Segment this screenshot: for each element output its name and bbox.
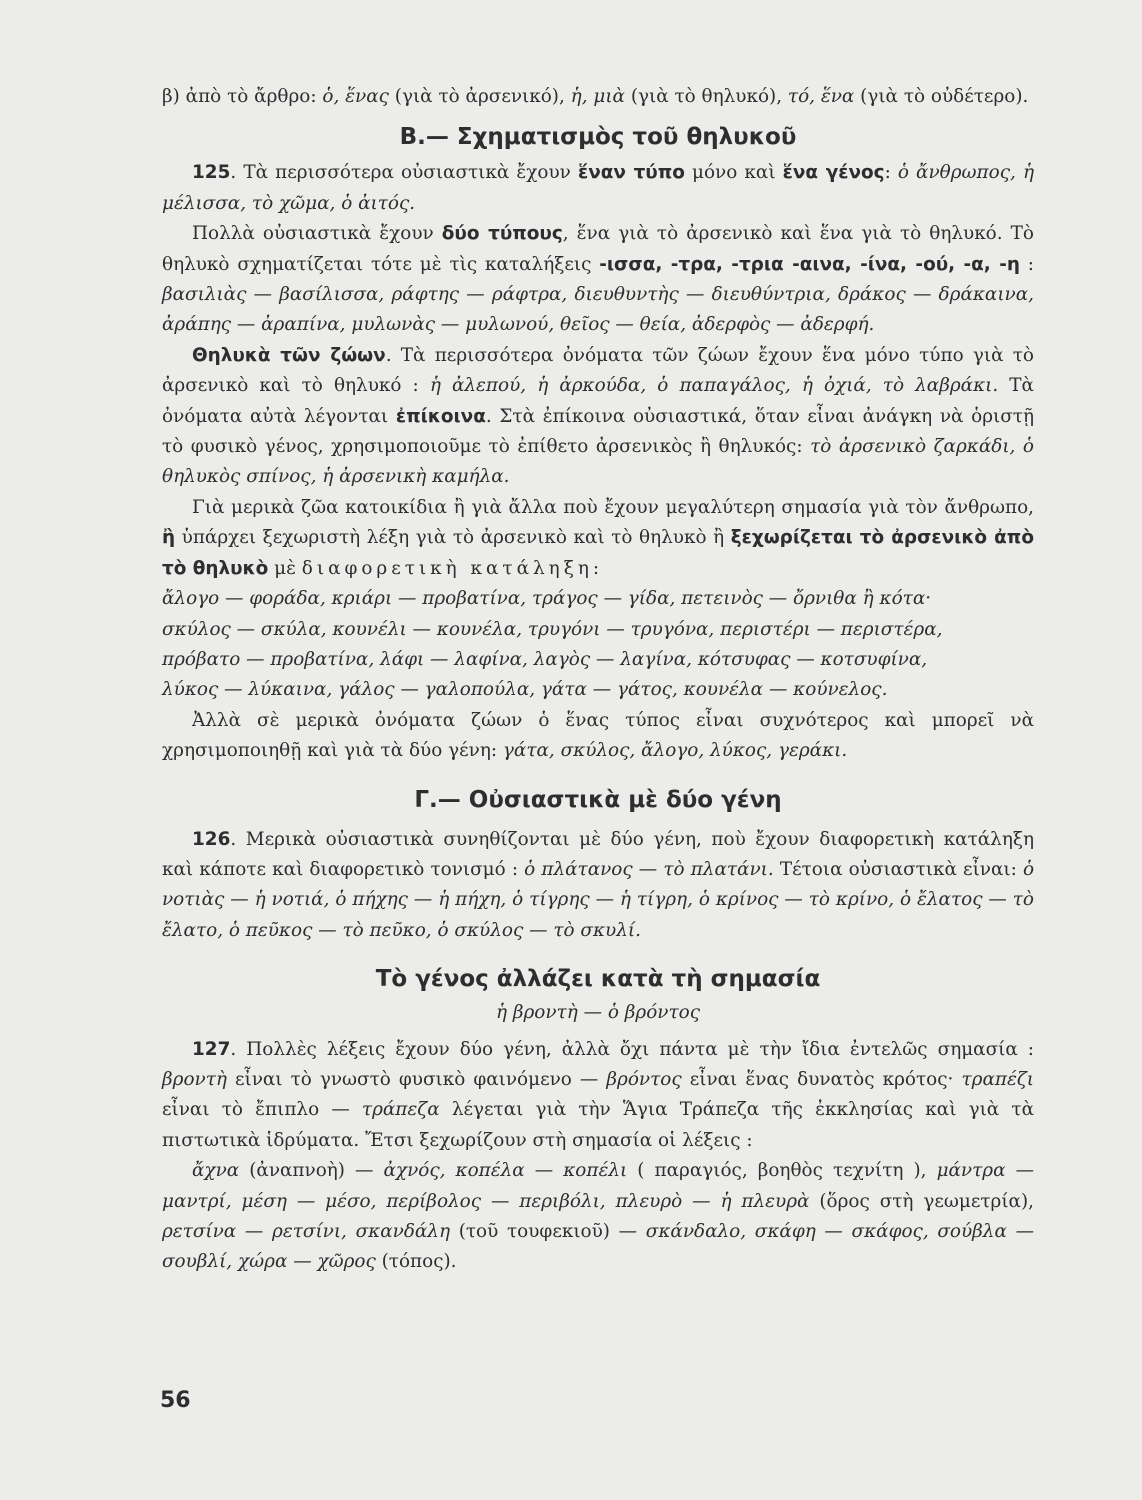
text: : [592,557,600,579]
paragraph-number: 126 [192,828,231,850]
text: , ἕνα γιὰ τὸ ἀρσενικὸ καὶ ἕνα γιὰ τὸ θηλυκό. Τὸ θηλυκὸ σχηματίζεται τότε μὲ τὶς καταλήξεις [162,223,1035,275]
example: ἀχνός, κοπέλα — κοπέλι [383,1160,628,1182]
paragraph-word-pairs [162,1156,1034,1278]
text: Ἀλλὰ σὲ μερικὰ ὀνόματα ζώων ὁ ἕνας τύπος εἶναι συχνότερος καὶ μπορεῖ νὰ χρησιμοποιηθῇ καὶ γιὰ τὰ δύο γένη: [162,709,1034,762]
text: (τοῦ τουφεκιοῦ) — [449,1221,646,1242]
example: ρετσίνα — ρετσίνι, σκανδάλη [162,1221,450,1242]
example: σκάνδαλο, σκάφη — σκάφος, σούβλα — σουβλί, χώρα — χῶρος [162,1221,1034,1273]
paragraph-125 [162,158,1034,219]
bold-endings: -ισσα, -τρα, -τρια -αινα, -ίνα, -ού, -α, -η [599,253,1020,275]
text: εἶναι τὸ ἔπιπλο — [162,1099,362,1121]
article-line [162,82,1034,112]
text: . Τὰ περισσότερα οὐσιαστικὰ ἔχουν [230,162,578,184]
text: (γιὰ τὸ οὐδέτερο). [854,86,1029,107]
animal-line: πρόβατο — προβατίνα, λάφι — λαφίνα, λαγὸς — λαγίνα, κότσυφας — κοτσυφίνα, [162,648,928,670]
example: βασιλιὰς — βασίλισσα, ράφτης — ράφτρα, διευθυντὴς — διευθύντρια, δράκος — δράκαινα, ἀράπης — ἀραπίνα, μυλωνὰς — μυλωνού, θεῖος — θεία, ἀδερφὸς — ἀδερφή. [162,284,1034,336]
bold-term: ἢ [162,527,176,549]
text: (ὅρος στὴ γεωμετρία), [809,1190,1034,1212]
text: (τόπος). [375,1251,457,1273]
example: τὸ ἀρσενικὸ ζαρκάδι, ὁ θηλυκὸς σπίνος, ἡ ἀρσενικὴ καμήλα. [162,436,1034,488]
text: εἶναι τὸ γνωστὸ φυσικὸ φαινόμενο — [226,1068,607,1090]
bold-term: ἕνα γένος [782,162,885,184]
text: β) ἀπὸ τὸ ἄρθρο: [162,86,323,107]
paragraph-common-gender [162,706,1034,767]
text: Γιὰ μερικὰ ζῶα κατοικίδια ἢ γιὰ ἄλλα ποὺ ἔχουν μεγαλύτερη σημασία γιὰ τὸν ἄνθρωπο, [192,496,1034,518]
paragraph-126 [162,825,1034,947]
text-column [162,82,1034,1278]
spaced-term: διαφορετικὴ κατάληξη [301,557,593,579]
bold-term: ἕναν τύπο [577,162,685,184]
text: μόνο καὶ [684,162,783,184]
text: . Μερικὰ οὐσιαστικὰ συνηθίζονται μὲ δύο γένη, ποὺ ἔχουν διαφορετικὴ κατάληξη καὶ κάποτε καὶ διαφορετικὸ τονισμό : [162,828,1034,880]
paragraph-127 [162,1035,1034,1157]
example: ὁ, ἕνας [322,86,389,107]
example: ὁ νοτιὰς — ἡ νοτιά, ὁ πήχης — ἡ πήχη, ὁ τίγρης — ἡ τίγρη, ὁ κρίνος — τὸ κρίνο, ὁ ἔλατος — τὸ ἔλατο, ὁ πεῦκος — τὸ πεῦκο, ὁ σκύλος — τὸ σκυλί. [162,858,1035,941]
text: : [1019,253,1034,275]
example: ὁ πλάτανος — τὸ πλατάνι. [524,858,774,880]
text: : [884,162,898,184]
bold-term: ξεχωρίζεται τὸ ἀρσενικὸ ἀπὸ τὸ θηλυκὸ [162,527,1034,579]
text: εἶναι ἕνας δυνατὸς κρότος· [681,1068,962,1090]
section-b-heading: Β.— Σχηματισμὸς τοῦ θηλυκοῦ [399,124,797,151]
section-c-heading: Γ.— Οὐσιαστικὰ μὲ δύο γένη [414,786,782,813]
paragraph-animals [162,341,1034,493]
text: . Τὰ περισσότερα ὀνόματα τῶν ζώων ἔχουν ἕνα μόνο τύπο γιὰ τὸ ἀρσενικὸ καὶ τὸ θηλυκό : [162,344,1034,397]
animal-line: σκύλος — σκύλα, κουνέλι — κουνέλα, τρυγόνι — τρυγόνα, περιστέρι — περιστέρα, [162,618,943,640]
example: ἡ, μιὰ [570,86,625,107]
example: τράπεζα [361,1099,440,1121]
text: μὲ [268,557,302,579]
animal-line: ἄλογο — φοράδα, κριάρι — προβατίνα, τράγος — γίδα, πετεινὸς — ὄρνιθα ἢ κότα· [162,588,932,610]
text: Τὰ ὀνόματα αὐτὰ λέγονται [162,375,1034,427]
text: (ἀναπνοὴ) — [239,1160,384,1182]
text: Πολλὰ οὐσιαστικὰ ἔχουν [192,223,442,245]
section-d-subheading: ἡ βροντὴ — ὁ βρόντος [496,1002,700,1024]
example: τραπέζι [961,1068,1034,1090]
paragraph-two-types [162,219,1034,341]
bold-term: Θηλυκὰ τῶν ζώων [192,344,386,366]
example: γάτα, σκύλος, ἄλογο, λύκος, γεράκι. [502,740,848,762]
example: ὁ ἄνθρωπος, ἡ μέλισσα, τὸ χῶμα, ὁ ἀιτός. [162,162,1034,214]
text: ( παραγιός, βοηθὸς τεχνίτη ), [627,1160,937,1182]
text: Τέτοια οὐσιαστικὰ εἶναι: [773,858,1023,880]
text: . Πολλὲς λέξεις ἔχουν δύο γένη, ἀλλὰ ὄχι πάντα μὲ τὴν ἴδια ἐντελῶς σημασία : [230,1038,1034,1060]
example: μάντρα — μαντρί, μέση — μέσο, περίβολος — περιβόλι, πλευρὸ — ἡ πλευρὰ [162,1160,1034,1212]
example: βρόντος [606,1068,682,1090]
animal-line: λύκος — λύκαινα, γάλος — γαλοπούλα, γάτα — γάτος, κουνέλα — κούνελος. [162,679,888,701]
text: (γιὰ τὸ ἀρσενικό), [388,86,571,107]
bold-term: ἐπίκοινα [395,405,486,427]
text: . Στὰ ἐπίκοινα οὐσιαστικά, ὅταν εἶναι ἀνάγκη νὰ ὁριστῇ τὸ φυσικὸ γένος, χρησιμοποιοῦμε τὸ ἐπίθετο ἀρσενικὸς ἢ θηλυκός: [162,405,1035,458]
bold-term: δύο τύπους [441,223,563,245]
section-d-heading: Τὸ γένος ἀλλάζει κατὰ τὴ σημασία [375,966,821,993]
paragraph-number: 125 [192,162,231,184]
text: ὑπάρχει ξεχωριστὴ λέξη γιὰ τὸ ἀρσενικὸ καὶ τὸ θηλυκὸ ἢ [175,527,731,549]
text: (γιὰ τὸ θηλυκό), [624,86,788,107]
text: λέγεται γιὰ τὴν Ἅγια Τράπεζα τῆς ἐκκλησίας καὶ γιὰ τὰ πιστωτικὰ ἱδρύματα. Ἔτσι ξεχωρίζουν στὴ σημασία οἱ λέξεις : [162,1099,1034,1151]
paragraph-number: 127 [192,1038,231,1060]
example: ἡ ἀλεπού, ἡ ἀρκούδα, ὁ παπαγάλος, ἡ ὀχιά, τὸ λαβράκι. [429,375,999,397]
page-number: 56 [160,1388,191,1413]
paragraph-pets [162,493,1034,584]
example: τό, ἕνα [787,86,855,107]
example: βροντὴ [162,1068,227,1090]
example: ἄχνα [192,1160,240,1182]
